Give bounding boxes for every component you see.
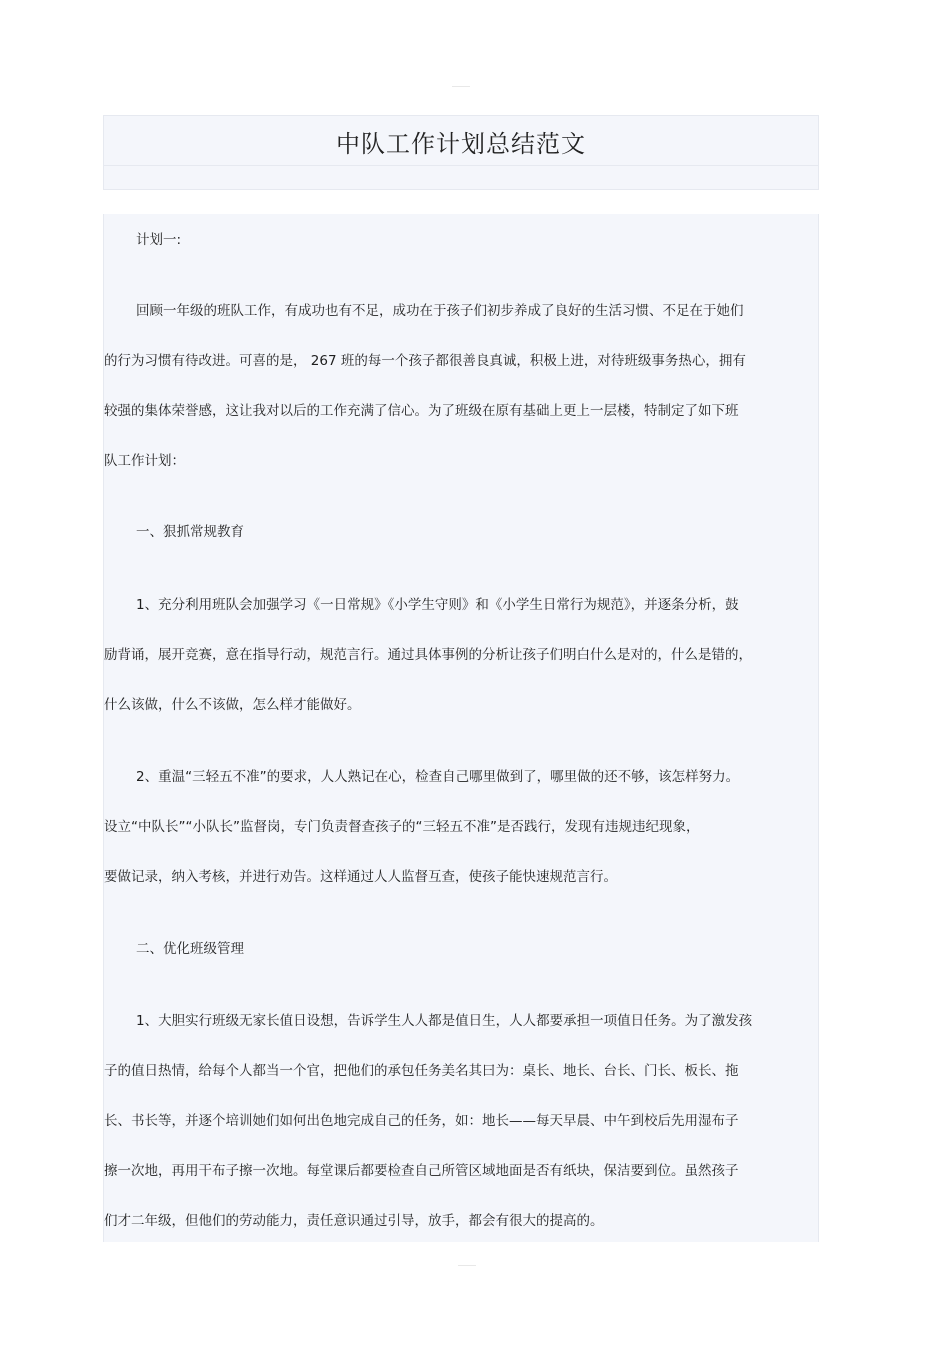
section-heading-management: 二、优化班级管理 — [136, 941, 244, 957]
page-top-mark — [452, 86, 470, 87]
paragraph-line: 什么该做，什么不该做，怎么样才能做好。 — [104, 697, 361, 713]
document-title: 中队工作计划总结范文 — [336, 130, 586, 158]
title-divider — [104, 165, 818, 166]
paragraph-line: 2、重温“三轻五不准”的要求，人人熟记在心，检查自己哪里做到了，哪里做的还不够，该怎样努力。 — [136, 769, 740, 785]
paragraph-line: 子的值日热情，给每个人都当一个官，把他们的承包任务美名其曰为：桌长、地长、台长、门长、板长、拖 — [104, 1063, 739, 1079]
paragraph-line: 擦一次地，再用干布子擦一次地。每堂课后都要检查自己所管区域地面是否有纸块，保洁要到位。虽然孩子 — [104, 1163, 739, 1179]
paragraph-line: 长、书长等，并逐个培训她们如何出色地完成自己的任务，如：地长——每天早晨、中午到校后先用湿布子 — [104, 1113, 739, 1129]
paragraph-line: 要做记录，纳入考核，并进行劝告。这样通过人人监督互查，使孩子能快速规范言行。 — [104, 869, 617, 885]
paragraph-line: 的行为习惯有待改进。可喜的是， 267 班的每一个孩子都很善良真诚，积极上进，对待班级事务热心，拥有 — [104, 353, 746, 369]
paragraph-line: 励背诵，展开竞赛，意在指导行动，规范言行。通过具体事例的分析让孩子们明白什么是对的，什么是错的， — [104, 647, 752, 663]
content-box — [103, 214, 819, 1242]
title-box — [103, 115, 819, 190]
paragraph-line: 较强的集体荣誉感，这让我对以后的工作充满了信心。为了班级在原有基础上更上一层楼，特制定了如下班 — [104, 403, 739, 419]
paragraph-line: 回顾一年级的班队工作，有成功也有不足，成功在于孩子们初步养成了良好的生活习惯、不足在于她们 — [136, 303, 744, 319]
paragraph-line: 1、充分利用班队会加强学习《一日常规》《小学生守则》和《小学生日常行为规范》，并逐条分析，鼓 — [136, 597, 739, 613]
section-heading-plan-one: 计划一: — [136, 232, 182, 248]
paragraph-line: 设立“中队长”“小队长”监督岗，专门负责督查孩子的“三轻五不准”是否践行，发现有违规违纪现象， — [104, 819, 700, 835]
section-heading-routine: 一、狠抓常规教育 — [136, 524, 244, 540]
paragraph-line: 队工作计划： — [104, 453, 185, 469]
paragraph-line: 们才二年级，但他们的劳动能力，责任意识通过引导，放手，都会有很大的提高的。 — [104, 1213, 604, 1229]
page-bottom-mark — [458, 1265, 476, 1266]
paragraph-line: 1、大胆实行班级无家长值日设想，告诉学生人人都是值日生，人人都要承担一项值日任务。为了激发孩 — [136, 1013, 753, 1029]
